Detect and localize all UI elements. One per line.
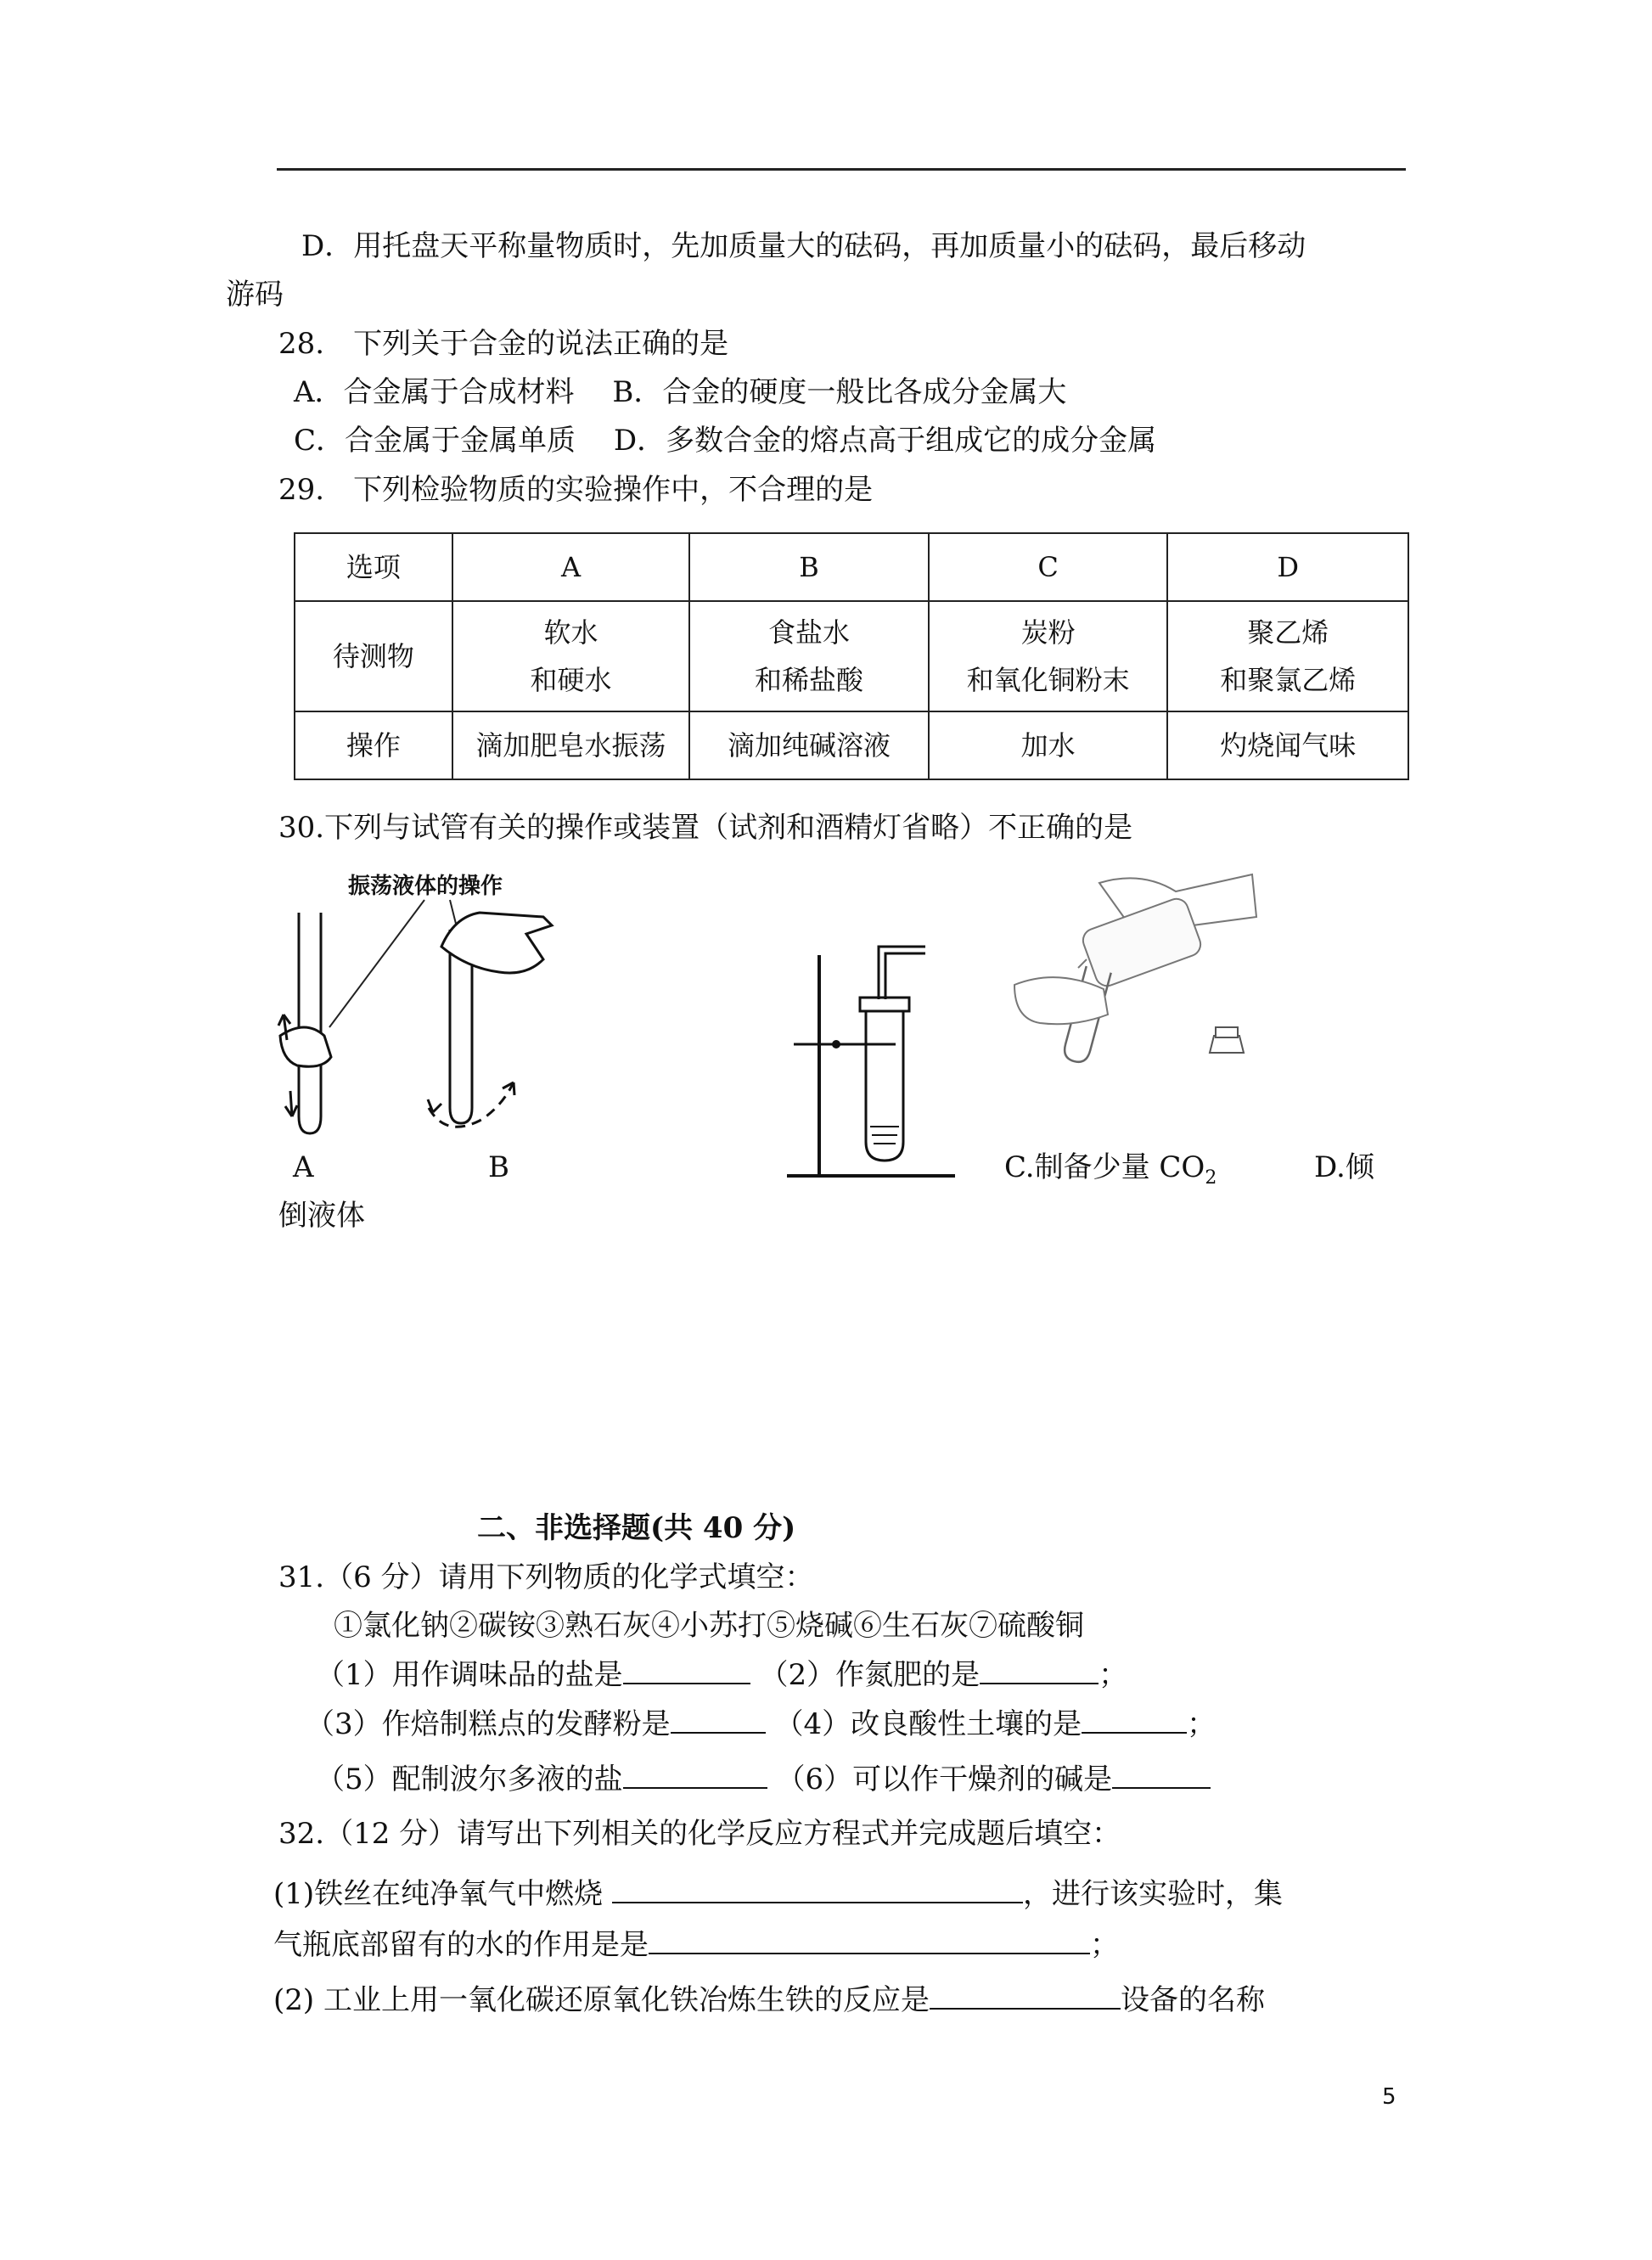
q32-part-1-cont: ，进行该实验时，集 <box>1022 1877 1283 1911</box>
answer-blank[interactable] <box>623 1657 750 1684</box>
table-row-label: 操作 <box>295 711 452 779</box>
page-number: 5 <box>1382 2084 1396 2110</box>
table-header-cell: C <box>929 533 1168 601</box>
q32-line-1 <box>273 1876 1283 1912</box>
figure-label-c-text: C.制备少量 CO <box>1004 1150 1205 1184</box>
q31-substance-list: ①氯化钠②碳铵③熟石灰④小苏打⑤烧碱⑥生石灰⑦硫酸铜 <box>334 1609 1084 1643</box>
q31-part-1: （1）用作调味品的盐是 <box>316 1658 623 1692</box>
q27-option-d-cont: 游码 <box>226 278 284 312</box>
figure-label-d-cont: 倒液体 <box>278 1199 365 1233</box>
subscript: 2 <box>1205 1167 1217 1189</box>
figure-callout-label: 振荡液体的操作 <box>348 874 503 899</box>
cell-line: 和聚氯乙烯 <box>1220 664 1357 696</box>
cell-line: 食盐水 <box>768 616 851 649</box>
cell-line: 和稀盐酸 <box>755 664 864 696</box>
q30-stem: 30.下列与试管有关的操作或装置（试剂和酒精灯省略）不正确的是 <box>278 811 1133 845</box>
punctuation: ； <box>1099 1658 1128 1692</box>
q32-line-2 <box>273 1927 1119 1963</box>
q31-line-2 <box>306 1706 1216 1742</box>
answer-blank[interactable] <box>612 1876 1023 1903</box>
pouring-liquid-figure <box>1006 866 1261 1095</box>
punctuation: ； <box>1187 1707 1217 1741</box>
punctuation: ； <box>1090 1928 1119 1962</box>
table-cell <box>452 601 690 711</box>
q28-options-ab: A．合金属于合成材料 B．合金的硬度一般比各成分金属大 <box>294 375 1067 409</box>
table-cell: 滴加肥皂水振荡 <box>452 711 690 779</box>
q29-table <box>294 532 1409 780</box>
cell-line: 炭粉 <box>1020 616 1076 649</box>
figure-label-d: D.倾 <box>1314 1150 1374 1184</box>
cell-line: 聚乙烯 <box>1247 616 1329 649</box>
q28-options-cd: C．合金属于金属单质 D．多数合金的熔点高于组成它的成分金属 <box>294 424 1157 458</box>
cell-line: 和硬水 <box>530 664 612 696</box>
answer-blank[interactable] <box>671 1706 766 1734</box>
answer-blank[interactable] <box>649 1927 1090 1954</box>
q31-stem: 31.（6 分）请用下列物质的化学式填空： <box>278 1560 814 1594</box>
q31-part-4: （4）改良酸性土壤的是 <box>774 1707 1082 1741</box>
header-rule <box>277 168 1406 171</box>
table-header-cell: D <box>1167 533 1408 601</box>
q32-line-3 <box>273 1982 1265 2018</box>
q32-part-2: (2) 工业上用一氧化碳还原氧化铁冶炼生铁的反应是 <box>273 1983 930 2017</box>
answer-blank[interactable] <box>623 1762 767 1789</box>
q32-part-1: (1)铁丝在纯净氧气中燃烧 <box>273 1877 612 1911</box>
q28-stem: 28. 下列关于合金的说法正确的是 <box>278 327 729 361</box>
test-tube-shaking-figure <box>272 866 594 1150</box>
section-title: 二、非选择题(共 40 分) <box>477 1511 796 1545</box>
answer-blank[interactable] <box>930 1982 1121 2010</box>
q29-stem: 29. 下列检验物质的实验操作中，不合理的是 <box>278 473 874 507</box>
table-cell: 灼烧闻气味 <box>1167 711 1408 779</box>
co2-apparatus-figure <box>785 930 964 1184</box>
answer-blank[interactable] <box>980 1657 1099 1684</box>
cell-line: 和氧化铜粉末 <box>966 664 1130 696</box>
q27-option-d: D．用托盘天平称量物质时，先加质量大的砝码，再加质量小的砝码，最后移动 <box>301 229 1306 263</box>
q31-part-3: （3）作焙制糕点的发酵粉是 <box>306 1707 671 1741</box>
table-row-label: 待测物 <box>295 601 452 711</box>
figure-label-c <box>1004 1150 1217 1189</box>
table-cell: 滴加纯碱溶液 <box>689 711 929 779</box>
table-row <box>295 601 1408 711</box>
q31-part-5: （5）配制波尔多液的盐 <box>316 1762 623 1796</box>
q31-line-3 <box>316 1762 1211 1797</box>
table-row <box>295 533 1408 601</box>
table-cell <box>1167 601 1408 711</box>
cell-line: 软水 <box>543 616 598 649</box>
table-header-cell: B <box>689 533 929 601</box>
q31-part-2: （2）作氮肥的是 <box>759 1658 981 1692</box>
table-cell <box>689 601 929 711</box>
figure-label-b: B <box>488 1150 509 1184</box>
answer-blank[interactable] <box>1112 1762 1211 1789</box>
q32-part-1-question: 气瓶底部留有的水的作用是是 <box>273 1928 649 1962</box>
q31-part-6: （6）可以作干燥剂的碱是 <box>776 1762 1113 1796</box>
table-header-cell: A <box>452 533 690 601</box>
q32-stem: 32.（12 分）请写出下列相关的化学反应方程式并完成题后填空： <box>278 1817 1121 1851</box>
table-row <box>295 711 1408 779</box>
answer-blank[interactable] <box>1082 1706 1187 1734</box>
table-header-cell: 选项 <box>295 533 452 601</box>
table-cell: 加水 <box>929 711 1168 779</box>
q31-line-1 <box>316 1657 1127 1693</box>
q32-part-2-cont: 设备的名称 <box>1120 1983 1265 2017</box>
table-cell <box>929 601 1168 711</box>
figure-label-a: A <box>293 1150 314 1184</box>
